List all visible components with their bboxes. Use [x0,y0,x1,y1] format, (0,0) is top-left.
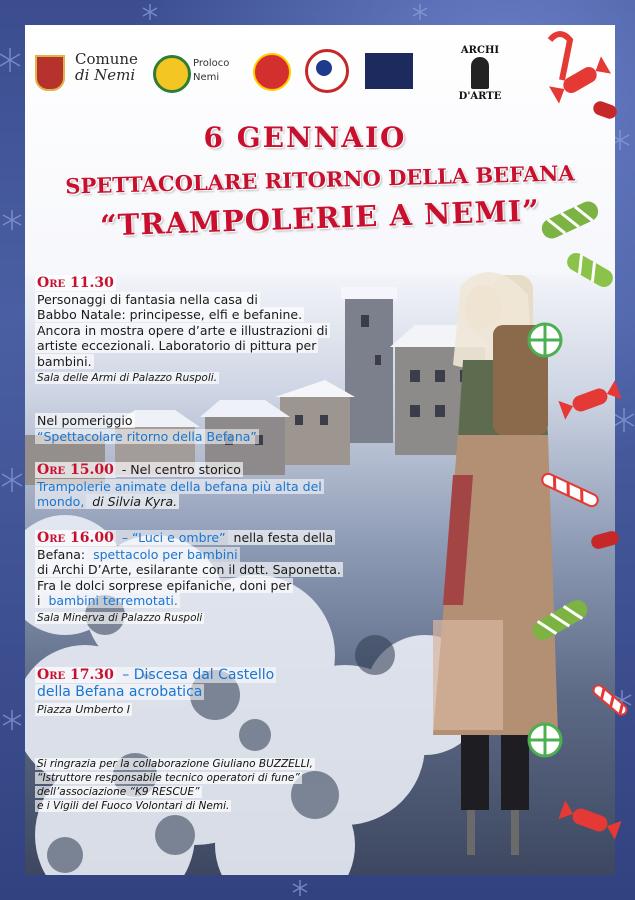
event-text-line: Befana: [37,546,86,562]
acknowledgements [35,757,435,813]
thanks-line: dell’associazione “K9 RESCUE” [37,786,200,798]
event-text-highlight: spettacolo per bambini [89,546,238,562]
archi-logo-text: ARCHI [460,45,500,56]
event-subtitle: “TRAMPOLERIE A NEMI” [99,193,541,243]
candy-cane-icon [550,34,570,80]
event-location: Sala Minerva di Palazzo Ruspoli [37,611,203,624]
event-lead: – Discesa dal Castello [117,667,275,683]
candy-cane-icon [540,472,599,508]
thanks-line: e i Vigili del Fuoco Volontari di Nemi. [37,800,230,812]
peppermint-icon [529,324,561,356]
comune-name: Comune [75,50,138,68]
event-location: Sala delle Armi di Palazzo Ruspoli. [37,372,218,384]
wrapped-candy-icon [591,99,618,120]
event-text-line: artiste eccezionali. Laboratorio di pittura per [37,338,317,353]
event-lead: nella festa della [229,530,334,545]
event-1130 [35,275,435,387]
green-candy-icon [529,596,591,643]
event-lead: - Nel centro storico [117,462,241,477]
event-text-line: bambini. [37,353,92,369]
event-text-line: della Befana acrobatica [37,684,203,700]
event-1500 [35,462,435,510]
coat-of-arms-icon [35,55,65,91]
comune-town: di Nemi [75,66,136,84]
event-time: Ore 17.30 [37,667,114,683]
event-location: Piazza Umberto I [37,703,131,716]
wrapped-candy-icon [590,530,621,551]
thanks-line: “Istruttore responsabile tecnico operatori di fune” [37,772,300,784]
afternoon-announcement [35,413,435,444]
event-text-line: i [37,593,41,608]
event-time: Ore 15.00 [37,462,114,478]
k9-rescue-logo [305,49,349,93]
event-show-title: – “Luci e ombre” [117,530,226,545]
wrapped-candy-icon [558,380,621,419]
wrapped-candy-icon [549,56,611,103]
association-logo [365,53,413,89]
green-candy-icon [564,250,616,291]
wrapped-candy-icon [558,800,621,839]
thanks-line: Si ringrazia per la collaborazione Giuliano BUZZELLI, [37,758,313,770]
event-performer: di Silvia Kyra. [88,494,178,509]
event-text-line: Personaggi di fantasia nella casa di [37,291,258,307]
green-candy-icon [539,198,602,241]
proloco-emblem-icon [153,55,191,93]
candy-cane-icon [591,683,628,716]
candy-decorations [510,20,635,880]
event-1600 [35,530,435,626]
k9-emblem-icon [316,60,332,76]
archi-darte-logo [455,45,505,105]
event-text-line: Ancora in mostra opere d’arte e illustrazioni di [37,322,328,338]
event-text-highlight: bambini terremotati. [44,593,178,608]
event-text-line: Trampolerie animate della befana più alta del [37,478,322,494]
afternoon-highlight: “Spettacolare ritorno della Befana” [37,428,257,444]
proloco-name: Proloco [193,58,230,69]
afternoon-intro: Nel pomeriggio [37,413,133,428]
event-time: Ore 11.30 [37,275,114,291]
event-text-line: Babbo Natale: principesse, elfi e befanine. [37,307,303,322]
event-text-line: di Archi D’Arte, esilarante con il dott. Saponetta. [37,562,341,577]
fire-brigade-logo [253,53,291,91]
proloco-town: Nemi [193,72,220,83]
event-date-title: 6 GENNAIO [203,121,407,154]
peppermint-icon [529,724,561,756]
stilt-figure-icon [471,57,489,89]
event-headline: SPETTACOLARE RITORNO DELLA BEFANA [65,160,575,199]
event-1730 [35,667,435,718]
event-time: Ore 16.00 [37,530,114,546]
archi-logo-subtext: D'ARTE [458,91,502,102]
event-text-highlight: mondo, [37,494,85,509]
event-text-line: Fra le dolci sorprese epifaniche, doni per [37,577,292,593]
